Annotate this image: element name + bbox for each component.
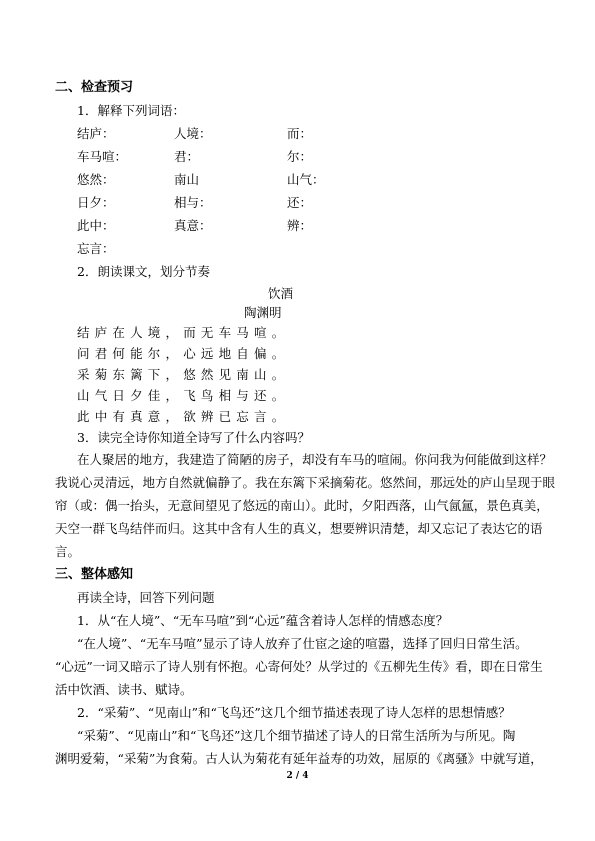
vocab-term: 君： xyxy=(174,149,200,164)
vocab-term: 尔： xyxy=(287,149,313,164)
vocab-term: 相与： xyxy=(174,195,212,210)
poem-title: 饮酒 xyxy=(268,286,294,301)
vocab-term: 南山 xyxy=(174,172,200,187)
section-heading-preview: 二、检查预习 xyxy=(55,80,134,95)
vocab-term: 还： xyxy=(287,195,313,210)
answer-line: 在人聚居的地方，我建造了简陋的房子，却没有车马的喧闹。你问我为何能做到这样？ xyxy=(77,452,553,467)
answer-line: 帘（或：偶一抬头，无意间望见了悠远的南山）。此时，夕阳西落，山气氤氲，景色真美， xyxy=(55,498,549,513)
question-1: 1．解释下列词语： xyxy=(77,103,185,118)
page-number: 2 / 4 xyxy=(286,771,309,781)
answer-line: “在人境”、“无车马喧”显示了诗人放弃了仕宦之途的喧嚣，选择了回归日常生活。 xyxy=(77,636,528,651)
vocab-term: 忘言： xyxy=(77,241,115,256)
poem-line: 山气日夕佳，飞鸟相与还。 xyxy=(77,388,290,403)
vocab-term: 山气： xyxy=(287,172,325,187)
answer-line: 活中饮酒、读书、赋诗。 xyxy=(55,682,193,697)
poem-line: 采菊东篱下，悠然见南山。 xyxy=(77,367,290,382)
vocab-term: 车马喧： xyxy=(77,149,128,164)
vocab-term: 日夕： xyxy=(77,195,115,210)
vocab-term: 而： xyxy=(287,126,313,141)
answer-line: 渊明爱菊，“采菊”为食菊。古人认为菊花有延年益寿的功效，屈原的《离骚》中就写道， xyxy=(55,751,543,766)
poem-line: 结庐在人境，而无车马喧。 xyxy=(77,325,290,340)
vocab-term: 人境： xyxy=(174,126,212,141)
question-3: 3．读完全诗你知道全诗写了什么内容吗？ xyxy=(77,430,310,445)
section-heading-overview: 三、整体感知 xyxy=(55,567,134,582)
question-2: 2．朗读课文，划分节奏 xyxy=(77,264,210,279)
poem-line: 问君何能尔，心远地自偏。 xyxy=(77,346,290,361)
overview-question-1: 1．从“在人境”、“无车马喧”到“心远”蕴含着诗人怎样的情感态度？ xyxy=(77,613,449,628)
section-intro: 再读全诗，回答下列问题 xyxy=(77,590,215,605)
vocab-term: 结庐： xyxy=(77,126,115,141)
answer-line: 言。 xyxy=(55,544,81,559)
poem-author: 陶渊明 xyxy=(244,305,282,320)
answer-line: “心远”一词又暗示了诗人别有怀抱。心寄何处？从学过的《五柳先生传》看，即在日常生 xyxy=(55,659,543,674)
answer-line: 天空一群飞鸟结伴而归。这其中含有人生的真义，想要辨识清楚，却又忘记了表达它的语 xyxy=(55,521,543,536)
overview-question-2: 2．“采菊”、“见南山”和“飞鸟还”这几个细节描述表现了诗人怎样的思想情感？ xyxy=(77,705,511,720)
vocab-term: 辨： xyxy=(287,218,313,233)
answer-line: “采菊”、“见南山”和“飞鸟还”这几个细节描述了诗人的日常生活所为与所见。陶 xyxy=(77,728,516,743)
vocab-term: 真意： xyxy=(174,218,212,233)
vocab-term: 悠然： xyxy=(77,172,115,187)
answer-line: 我说心灵清远，地方自然就偏静了。我在东篱下采摘菊花。悠然间，那远处的庐山呈现于眼 xyxy=(55,475,556,490)
vocab-term: 此中： xyxy=(77,218,115,233)
poem-line: 此中有真意，欲辨已忘言。 xyxy=(77,409,290,424)
